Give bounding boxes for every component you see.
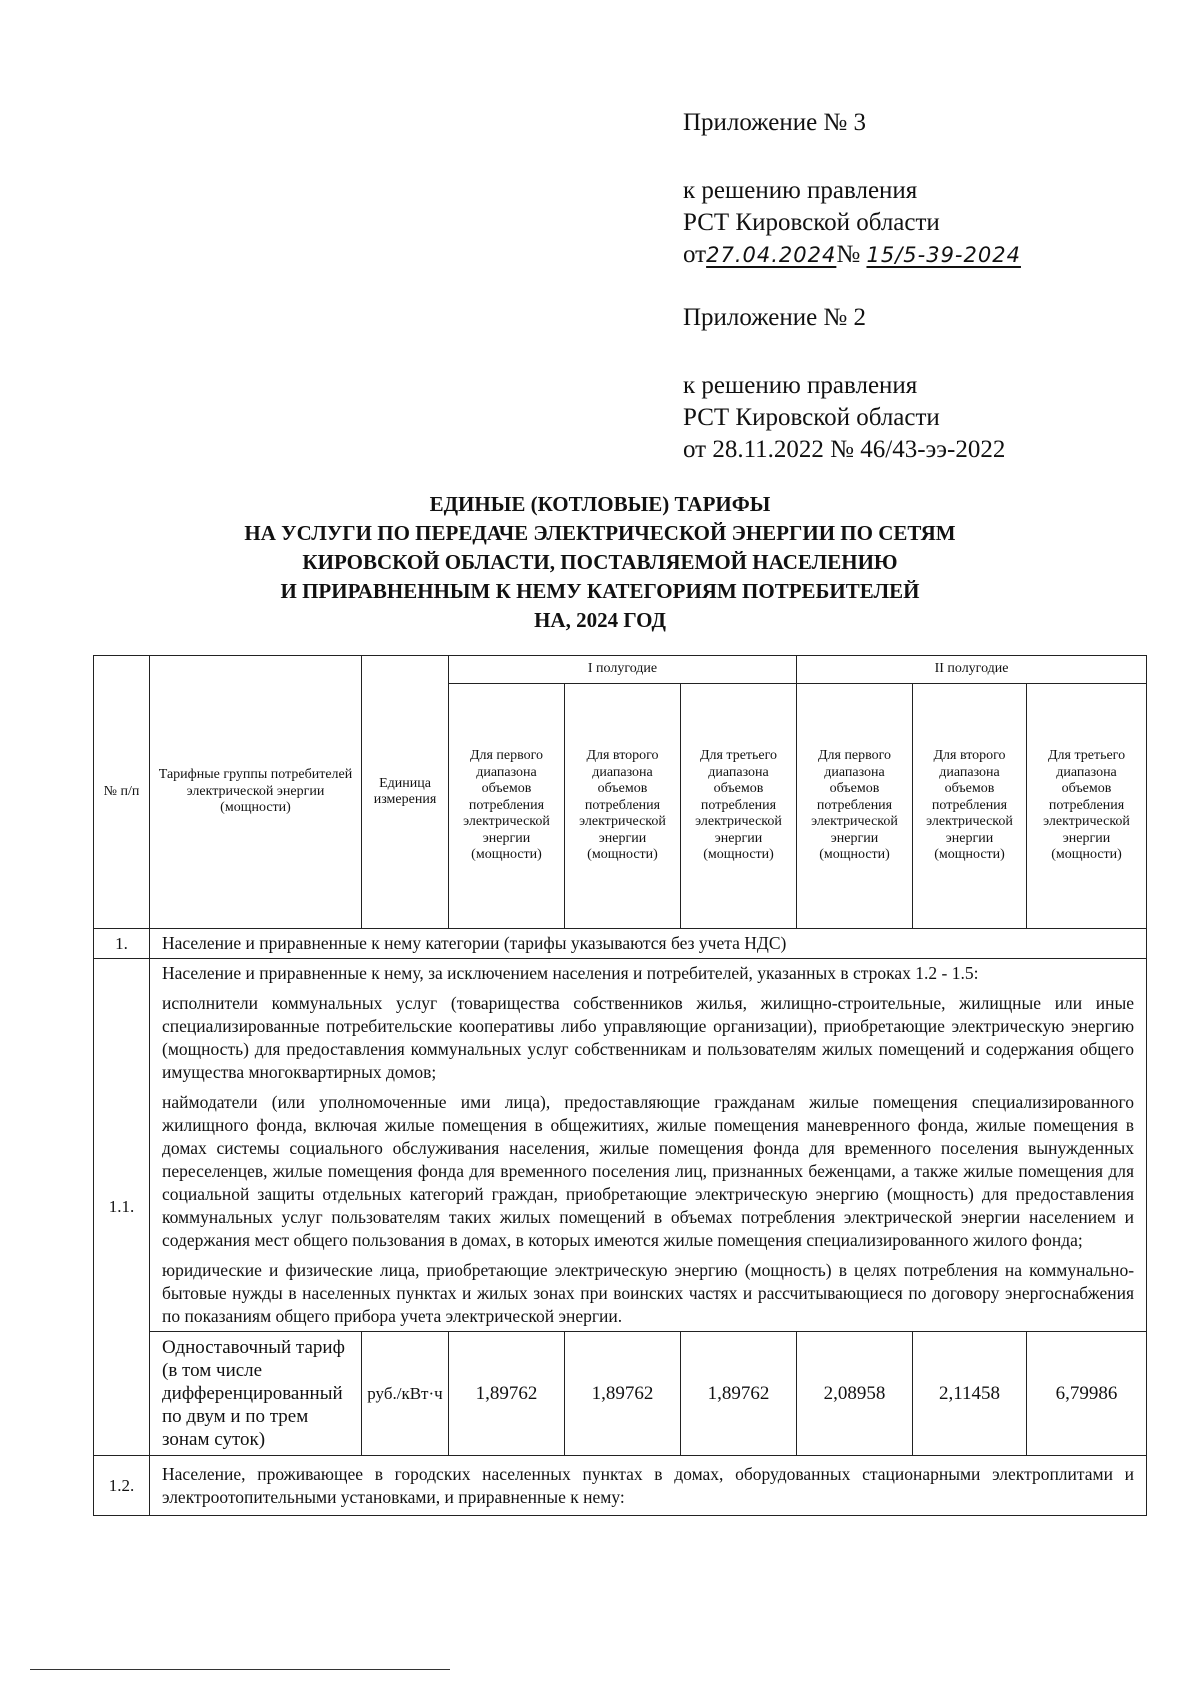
- appendix-3-line2: РСТ Кировской области: [683, 209, 940, 236]
- row-1-2-num: 1.2.: [94, 1456, 150, 1516]
- value-h2-range-1: 2,08958: [797, 1332, 913, 1456]
- row-1-2-text: Население, проживающее в городских населенных пунктах в домах, оборудованных стационарными электроплитами и электроотопительными установками, и приравненные к нему:: [150, 1456, 1147, 1516]
- appendix-3-title: Приложение № 3: [683, 109, 867, 136]
- number-prefix: №: [836, 241, 861, 268]
- title-line-3: КИРОВСКОЙ ОБЛАСТИ, ПОСТАВЛЯЕМОЙ НАСЕЛЕНИЮ: [302, 550, 898, 574]
- header-row-1: [94, 656, 1147, 684]
- value-h1-range-2: 1,89762: [565, 1332, 681, 1456]
- appendix-3-line1: к решению правления: [683, 177, 918, 204]
- header-h1-range-2: Для второго диапазона объемов потребления электрической энергии (мощности): [565, 684, 681, 929]
- appendix-2-line3: от 28.11.2022 № 46/43-ээ-2022: [683, 436, 1006, 463]
- row-1-1-paragraph-2: наймодатели (или уполномоченные ими лица), предоставляющие гражданам жилые помещения специализированного жилищного фонда, включая жилые помещения в общежитиях, жилые помещения маневренного фонда, жилые помещения в домах системы социального обслуживания населения, жилые помещения фонда для временного поселения вынужденных переселенцев, жилые помещения фонда для временного поселения лиц, признанных беженцами, а также жилые помещения для социальной защиты отдельных категорий граждан, приобретающие электрическую энергию (мощность) для предоставления коммунальных услуг пользователям таких жилых помещений в объемах потребления электрической энергии населением и содержания мест общего пользования в домах, в которых имеются жилые помещения специализированного жилого фонда;: [162, 1092, 1135, 1250]
- appendix-2-line2: РСТ Кировской области: [683, 404, 940, 431]
- value-h1-range-1: 1,89762: [449, 1332, 565, 1456]
- appendix-2-line1: к решению правления: [683, 372, 918, 399]
- title-line-5: НА, 2024 ГОД: [534, 608, 666, 632]
- appendix-3-date-line: [683, 239, 1021, 271]
- date-prefix: от: [683, 241, 707, 268]
- header-h1-range-3: Для третьего диапазона объемов потребления электрической энергии (мощности): [681, 684, 797, 929]
- row-1-1-paragraph-3: юридические и физические лица, приобретающие электрическую энергию (мощность) в целях потребления на коммунально-бытовые нужды в населенных пунктах и жилых зонах при воинских частях и рассчитывающиеся по договору энергоснабжения по показаниям общего прибора учета электрической энергии.: [162, 1260, 1135, 1326]
- handwritten-number: 15/5-39-2024: [866, 243, 1021, 267]
- header-h2-range-2: Для второго диапазона объемов потребления электрической энергии (мощности): [913, 684, 1027, 929]
- header-group: Тарифные группы потребителей электрической энергии (мощности): [150, 656, 362, 929]
- header-unit: Единица измерения: [362, 656, 449, 929]
- value-h2-range-2: 2,11458: [913, 1332, 1027, 1456]
- document-title: [160, 490, 1040, 635]
- footer-rule: [30, 1669, 450, 1670]
- header-half-2: II полугодие: [797, 656, 1147, 684]
- header-h2-range-1: Для первого диапазона объемов потребления электрической энергии (мощности): [797, 684, 913, 929]
- row-1-num: 1.: [94, 929, 150, 959]
- row-1-1-paragraph-1: исполнители коммунальных услуг (товарищества собственников жилья, жилищно-строительные, жилищные или иные специализированные потребительские кооперативы либо управляющие организации), приобретающие электрическую энергию (мощность) для предоставления коммунальных услуг собственникам и пользователям жилых помещений и содержания общего имущества многоквартирных домов;: [162, 993, 1135, 1082]
- row-1-2: [94, 1456, 1147, 1516]
- header-half-1: I полугодие: [449, 656, 797, 684]
- appendix-2-block: [683, 302, 1005, 466]
- row-1-text: Население и приравненные к нему категории (тарифы указываются без учета НДС): [150, 929, 1147, 959]
- tariff-unit: руб./кВт·ч: [362, 1332, 449, 1456]
- appendix-3-block: [683, 107, 1021, 271]
- tariffs-table: [93, 655, 1147, 1516]
- title-line-2: НА УСЛУГИ ПО ПЕРЕДАЧЕ ЭЛЕКТРИЧЕСКОЙ ЭНЕРГИИ ПО СЕТЯМ: [244, 521, 956, 545]
- row-1-1-tariff: [94, 1332, 1147, 1456]
- value-h2-range-3: 6,79986: [1027, 1332, 1147, 1456]
- title-line-4: И ПРИРАВНЕННЫМ К НЕМУ КАТЕГОРИЯМ ПОТРЕБИТЕЛЕЙ: [280, 579, 920, 603]
- row-1-1-num: 1.1.: [94, 959, 150, 1456]
- row-1-1-description: [150, 959, 1147, 1332]
- header-num: № п/п: [94, 656, 150, 929]
- row-1: [94, 929, 1147, 959]
- row-1-1-intro: Население и приравненные к нему, за исключением населения и потребителей, указанных в строках 1.2 - 1.5:: [162, 963, 979, 983]
- handwritten-date: 27.04.2024: [706, 243, 837, 267]
- header-h1-range-1: Для первого диапазона объемов потребления электрической энергии (мощности): [449, 684, 565, 929]
- tariff-name: Одноставочный тариф (в том числе дифференцированный по двум и по трем зонам суток): [150, 1332, 362, 1456]
- appendix-2-title: Приложение № 2: [683, 304, 867, 331]
- header-h2-range-3: Для третьего диапазона объемов потребления электрической энергии (мощности): [1027, 684, 1147, 929]
- row-1-1: [94, 959, 1147, 1332]
- title-line-1: ЕДИНЫЕ (КОТЛОВЫЕ) ТАРИФЫ: [429, 492, 771, 516]
- value-h1-range-3: 1,89762: [681, 1332, 797, 1456]
